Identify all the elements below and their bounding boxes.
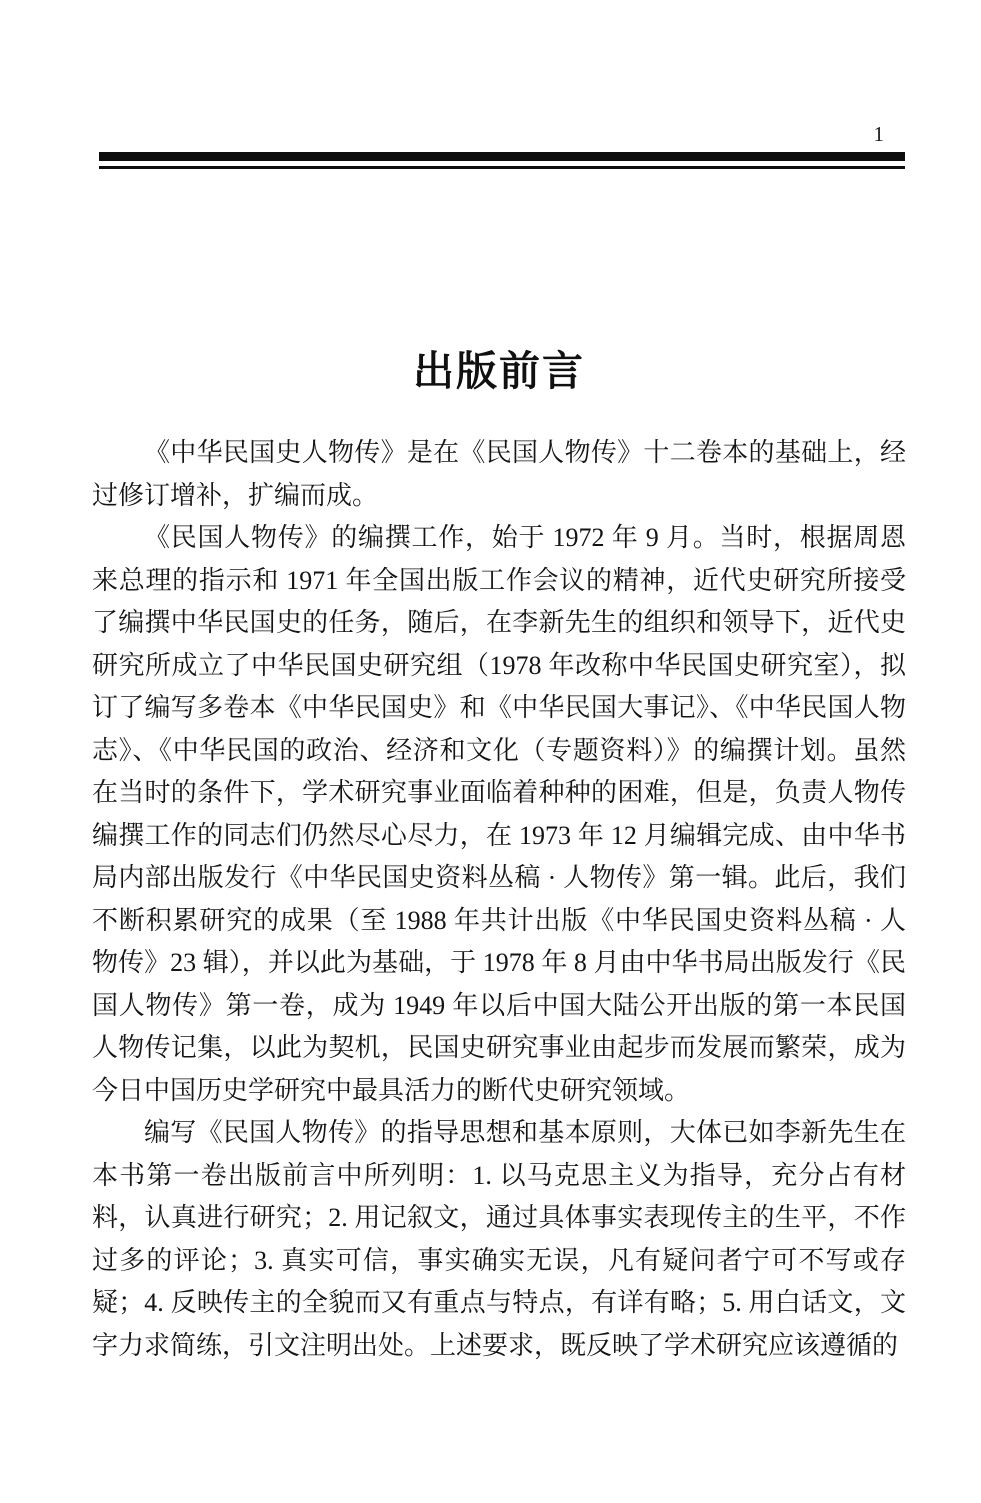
- header-rule-thin: [99, 166, 905, 169]
- paragraph-1: 《中华民国史人物传》是在《民国人物传》十二卷本的基础上，经过修订增补，扩编而成。: [92, 438, 906, 510]
- paragraph-3: 编写《民国人物传》的指导思想和基本原则，大体已如李新先生在本书第一卷出版前言中所列明：1. 以马克思主义为指导，充分占有材料，认真进行研究；2. 用记叙文，通过具体事实表现传主的生平，不作过多的评论；3. 真实可信，事实确实无误，凡有疑问者宁可不写或存疑；4. 反映传主的全貌而又有重点与特点，有详有略；5. 用白话文，文字力求简练，引文注明出处。上述要求，既反映了学术研究应该遵循的: [92, 1118, 906, 1360]
- page-title: 出版前言: [413, 348, 585, 394]
- page-number: 1: [873, 122, 884, 146]
- body-text: [92, 432, 906, 1367]
- paragraph-2: 《民国人物传》的编撰工作，始于 1972 年 9 月。当时，根据周恩来总理的指示和 1971 年全国出版工作会议的精神，近代史研究所接受了编撰中华民国史的任务，随后，在李新先生的组织和领导下，近代史研究所成立了中华民国史研究组（1978 年改称中华民国史研究室），拟订了编写多卷本《中华民国史》和《中华民国大事记》、《中华民国人物志》、《中华民国的政治、经济和文化（专题资料）》的编撰计划。虽然在当时的条件下，学术研究事业面临着种种的困难，但是，负责人物传编撰工作的同志们仍然尽心尽力，在 1973 年 12 月编辑完成、由中华书局内部出版发行《中华民国史资料丛稿 · 人物传》第一辑。此后，我们不断积累研究的成果（至 1988 年共计出版《中华民国史资料丛稿 · 人物传》23 辑），并以此为基础，于 1978 年 8 月由中华书局出版发行《民国人物传》第一卷，成为 1949 年以后中国大陆公开出版的第一本民国人物传记集，以此为契机，民国史研究事业由起步而发展而繁荣，成为今日中国历史学研究中最具活力的断代史研究领域。: [92, 523, 906, 1105]
- header-rule-thick: [99, 152, 905, 161]
